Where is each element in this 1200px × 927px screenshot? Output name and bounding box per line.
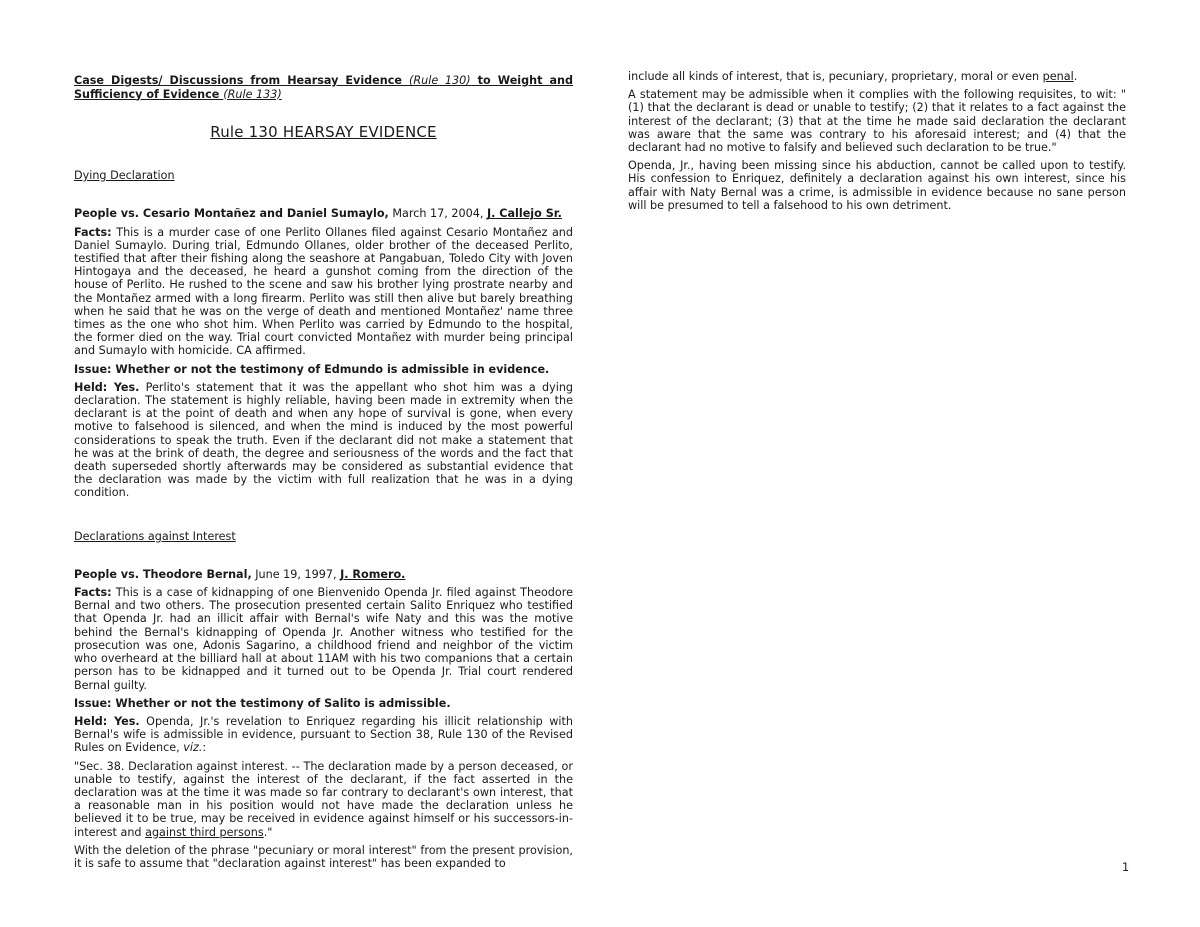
left-column [74, 70, 573, 870]
held-label: Held: Yes. [74, 380, 140, 394]
section-heading-dying-declaration: Dying Declaration [74, 169, 175, 183]
held-end: : [202, 741, 207, 755]
held-label: Held: Yes. [74, 714, 140, 728]
requisites-paragraph: A statement may be admissible when it complies with the following requisites, to wit: "(1) that the declarant is dead or unable to testify; (2) that it relates to a fact against the interest of the declarant; (3) that at the time he made said declaration the declarant was aware that the same was contrary to his aforesaid interest; and (4) that the declarant had no motive to falsify and believed such declaration to be true." [628, 88, 1126, 155]
right-column [628, 70, 1126, 212]
openda-paragraph: Openda, Jr., having been missing since his abduction, cannot be called upon to testify. His confession to Enriquez, definitely a declaration against his own interest, since his affair with Naty Bernal was a crime, is admissible in evidence because no sane person will be presumed to tell a falsehood to his own detriment. [628, 159, 1126, 212]
held-text: Openda, Jr.'s revelation to Enriquez regarding his illicit relationship with Bernal's wife is admissible in evidence, pursuant to Section 38, Rule 130 of the Revised Rules on Evidence, [74, 714, 573, 755]
header-text-2: to Weight and Sufficiency of Evidence [74, 74, 573, 101]
facts-paragraph [74, 586, 573, 692]
continuation-end: . [1073, 70, 1078, 83]
deletion-paragraph: With the deletion of the phrase "pecuniary or moral interest" from the present provision, it is safe to assume that "declaration against interest" has been expanded to [74, 843, 573, 870]
continuation-paragraph [628, 70, 1126, 83]
header-rule130: (Rule 130) [409, 74, 471, 87]
header-text: Case Digests/ Discussions from Hearsay Evidence [74, 74, 409, 87]
case-title-montanez [74, 207, 573, 220]
held-paragraph [74, 715, 573, 755]
case-name: People vs. Cesario Montañez and Daniel Sumaylo, [74, 207, 389, 221]
held-viz: viz. [183, 741, 203, 755]
document-header [74, 74, 573, 101]
quote-underlined: against third persons [145, 825, 264, 839]
statute-quote [74, 760, 573, 839]
case-date: March 17, 2004, [388, 207, 487, 221]
issue-text: Issue: Whether or not the testimony of Edmundo is admissible in evidence. [74, 362, 550, 376]
facts-label: Facts: [74, 225, 112, 239]
issue-text: Issue: Whether or not the testimony of Salito is admissible. [74, 696, 451, 710]
held-text: Perlito's statement that it was the appellant who shot him was a dying declaration. The statement is highly reliable, having been made in extremity when the declarant is at the point of death and when any hope of survival is gone, when every motive to falsehood is silenced, and when the mind is induced by the most powerful considerations to speak the truth. Even if the declarant did not make a statement that he was at the brink of death, the degree and seriousness of the words and the fact that death superseded shortly afterwards may be considered as substantial evidence that the declaration was made by the victim with full realization that he was in a dying condition. [74, 380, 574, 500]
continuation-text: include all kinds of interest, that is, pecuniary, proprietary, moral or even [628, 70, 1043, 83]
issue-paragraph [74, 697, 573, 710]
case-title-bernal [74, 568, 573, 581]
case-justice: J. Callejo Sr. [486, 207, 562, 221]
facts-label: Facts: [74, 586, 112, 600]
quote-text: "Sec. 38. Declaration against interest. -- The declaration made by a person deceased, or unable to testify, against the interest of the declarant, if the fact asserted in the declaration was at the time it was made so far contrary to declarant's own interest, that a reasonable man in his position would not have made the declaration unless he believed it to be true, may be received in evidence against himself or his successors-in-interest and [74, 759, 573, 839]
section-heading-declarations-against-interest: Declarations against Interest [74, 529, 236, 543]
case-date: June 19, 1997, [251, 567, 341, 581]
issue-paragraph [74, 363, 573, 376]
page-number: 1 [1122, 861, 1130, 874]
facts-text: This is a murder case of one Perlito Ollanes filed against Cesario Montañez and Daniel Sumaylo. During trial, Edmundo Ollanes, older brother of the deceased Perlito, testified that after their fishing along the seashore at Pangabuan, Toledo City with Joven Hintogaya and the deceased, he heard a gunshot coming from the direction of the house of Perlito. He rushed to the scene and saw his brother lying prostrate nearby and the Montañez armed with a long firearm. Perlito was still then alive but barely breathing when he said that he was on the verge of death and mentioned Montañez' name three times as the one who shot him. When Perlito was carried by Edmundo to the hospital, the former died on the way. Trial court convicted Montañez with murder being principal and Sumaylo with homicide. CA affirmed. [74, 225, 573, 358]
penal-underlined: penal [1042, 70, 1074, 83]
quote-end: ." [263, 825, 273, 839]
held-paragraph [74, 381, 573, 500]
case-justice: J. Romero. [340, 567, 406, 581]
page-title: Rule 130 HEARSAY EVIDENCE [210, 123, 437, 141]
facts-paragraph [74, 226, 573, 358]
header-rule133: (Rule 133) [223, 87, 282, 101]
case-name: People vs. Theodore Bernal, [74, 567, 252, 581]
facts-text: This is a case of kidnapping of one Bienvenido Openda Jr. filed against Theodore Bernal and two others. The prosecution presented certain Salito Enriquez who testified that Openda Jr. had an illicit affair with Bernal's wife Naty and this was the motive behind the Bernal's kidnapping of Openda Jr. Another witness who testified for the prosecution was one, Adonis Sagarino, a childhood friend and neighbor of the victim who overheard at the billiard hall at about 11AM with his two companions that a certain person has to be kidnapped and it turned out to be Openda Jr. Trial court rendered Bernal guilty. [74, 586, 573, 692]
